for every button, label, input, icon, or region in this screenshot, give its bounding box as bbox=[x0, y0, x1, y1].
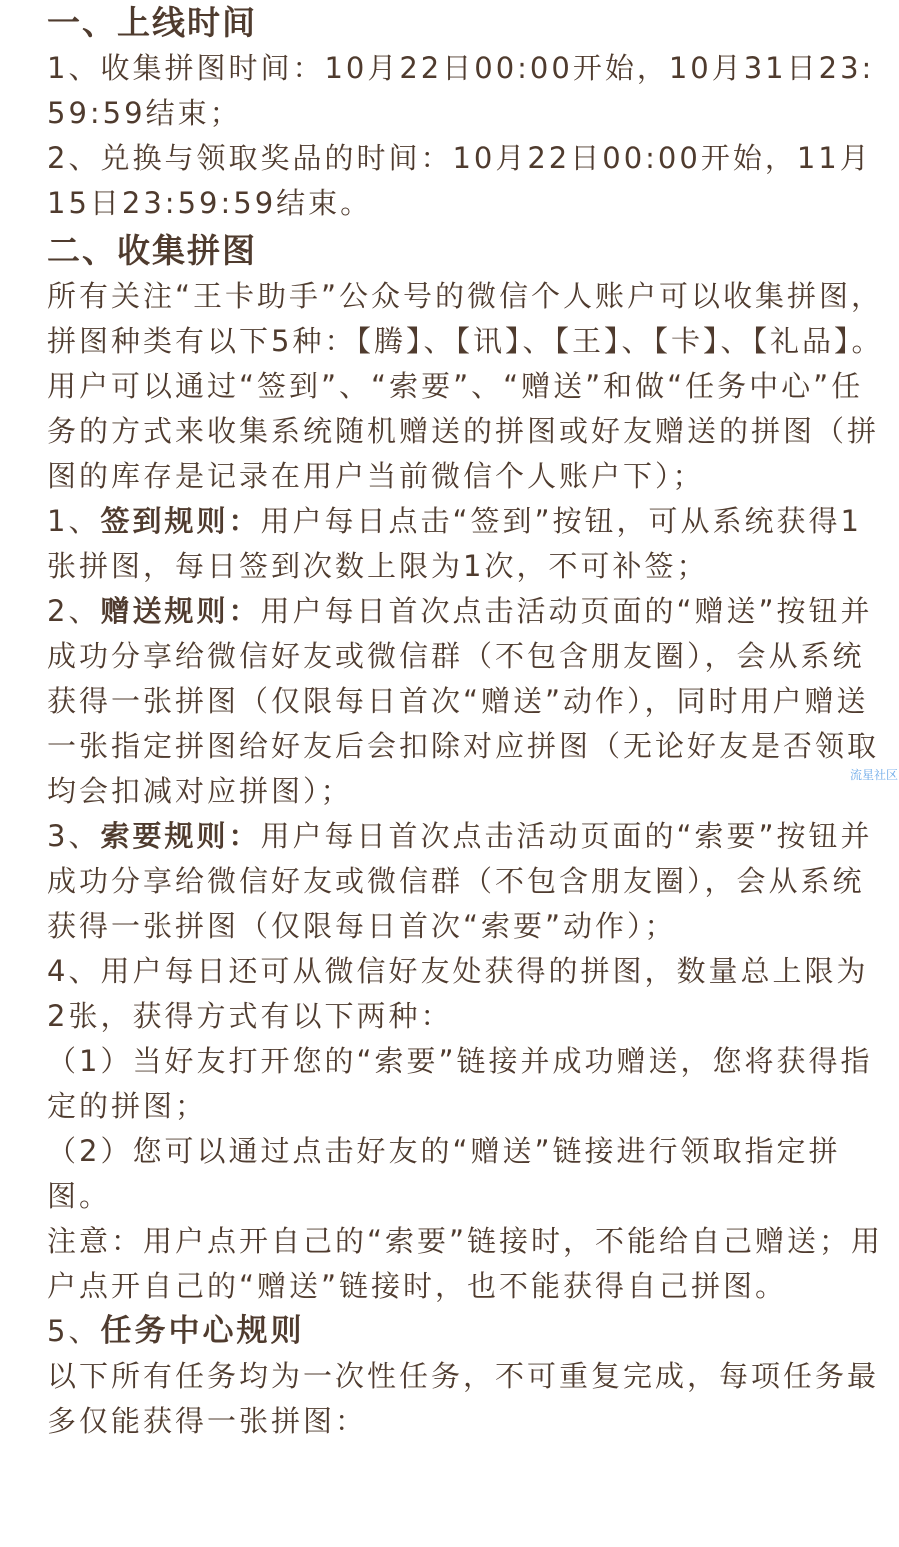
friend-method-1: （1）当好友打开您的“索要”链接并成功赠送，您将获得指定的拼图； bbox=[47, 1044, 873, 1123]
rule-gift-text: 用户每日首次点击活动页面的“赠送”按钮并成功分享给微信好友或微信群（不包含朋友圈），会从系统获得一张拼图（仅限每日首次“赠送”动作），同时用户赠送一张指定拼图给好友后会扣除对应拼图（无论好友是否领取均会扣减对应拼图）； bbox=[47, 594, 880, 808]
section-heading-collect-puzzle: 二、收集拼图 bbox=[47, 231, 257, 270]
launch-item-collect-time: 1、收集拼图时间：10月22日00:00开始，10月31日23:59:59结束； bbox=[47, 51, 875, 130]
section-heading-launch-time: 一、上线时间 bbox=[47, 3, 257, 42]
rules-document bbox=[47, 0, 885, 1444]
rule-task-center bbox=[47, 1309, 885, 1354]
rule-task-center-number: 5、 bbox=[47, 1314, 101, 1348]
collect-intro-paragraph: 所有关注“王卡助手”公众号的微信个人账户可以收集拼图，拼图种类有以下5种：【腾】、【讯】、【王】、【卡】、【礼品】。用户可以通过“签到”、“索要”、“赠送”和做“任务中心”任务的方式来收集系统随机赠送的拼图或好友赠送的拼图（拼图的库存是记录在用户当前微信个人账户下）； bbox=[47, 279, 884, 493]
rule-checkin-number: 1、 bbox=[47, 504, 101, 538]
rule-checkin-text: 用户每日点击“签到”按钮，可从系统获得1张拼图，每日签到次数上限为1次，不可补签； bbox=[47, 504, 862, 583]
rule-request bbox=[47, 814, 885, 949]
rule-gift-title: 赠送规则： bbox=[100, 594, 261, 628]
watermark-text: 流星社区 bbox=[850, 768, 899, 782]
rule-friend-limit: 4、用户每日还可从微信好友处获得的拼图，数量总上限为2张，获得方式有以下两种： bbox=[47, 954, 869, 1033]
rule-task-center-title: 任务中心规则 bbox=[100, 1313, 305, 1349]
rule-request-text: 用户每日首次点击活动页面的“索要”按钮并成功分享给微信好友或微信群（不包含朋友圈），会从系统获得一张拼图（仅限每日首次“索要”动作）； bbox=[47, 819, 873, 943]
rule-checkin bbox=[47, 499, 885, 589]
launch-item-redeem-time: 2、兑换与领取奖品的时间：10月22日00:00开始，11月15日23:59:59结束。 bbox=[47, 141, 872, 220]
rule-gift-number: 2、 bbox=[47, 594, 101, 628]
self-link-note: 注意：用户点开自己的“索要”链接时，不能给自己赠送；用户点开自己的“赠送”链接时，也不能获得自己拼图。 bbox=[47, 1224, 884, 1303]
rule-request-title: 索要规则： bbox=[100, 819, 261, 853]
rule-request-number: 3、 bbox=[47, 819, 101, 853]
task-center-description: 以下所有任务均为一次性任务，不可重复完成，每项任务最多仅能获得一张拼图： bbox=[47, 1359, 880, 1438]
friend-method-2: （2）您可以通过点击好友的“赠送”链接进行领取指定拼图。 bbox=[47, 1134, 841, 1213]
rule-gift bbox=[47, 589, 885, 814]
rule-checkin-title: 签到规则： bbox=[100, 504, 261, 538]
